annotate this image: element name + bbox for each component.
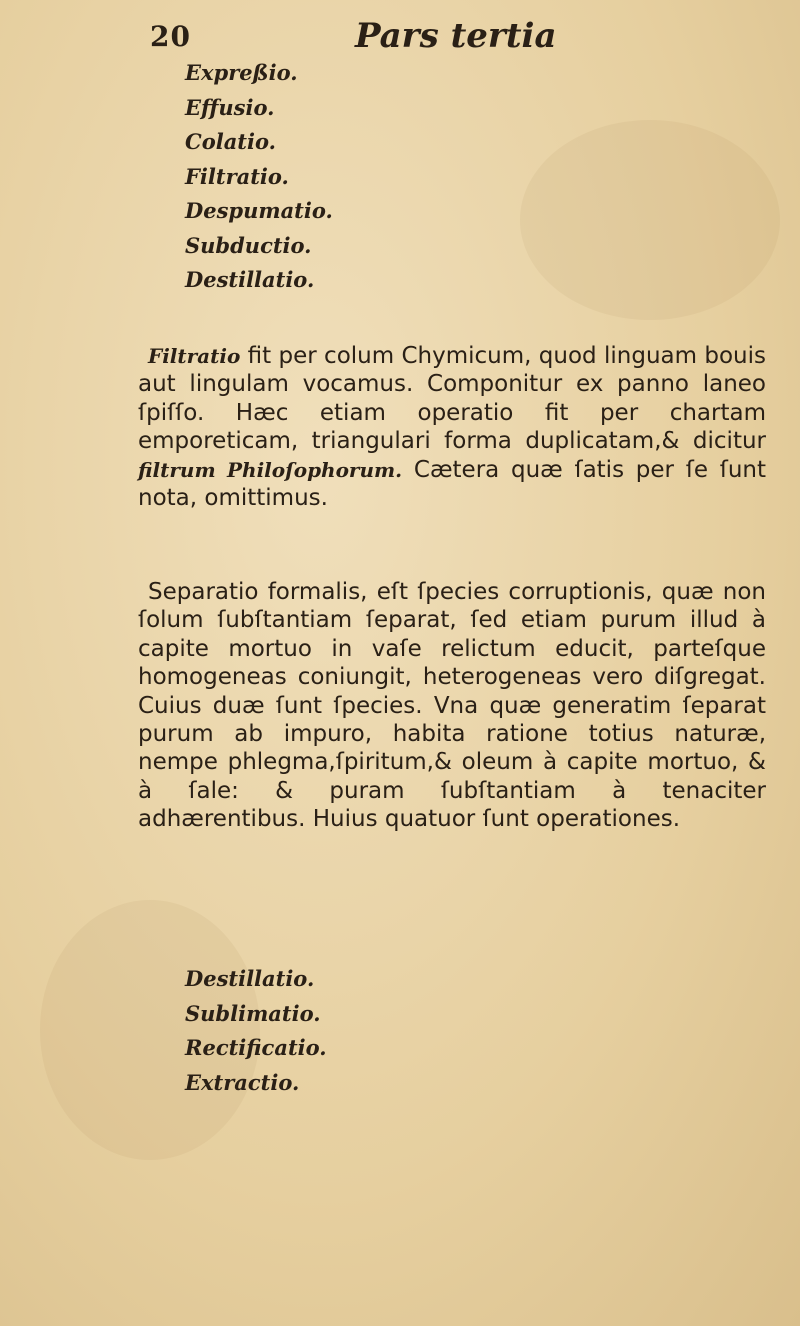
list-item: Sublimatio. [185,1000,321,1026]
operations-list-top [185,56,333,298]
list-item: Destillatio. [185,966,315,991]
paragraph-text: fit per colum Chymicum, quod linguam bouis aut lingulam vocamus. Componitur ex panno laneo ſpiſſo. Hæc etiam operatio fit per chartam emporeticam, triangulari forma duplicatam,& dicitur [138,343,766,455]
list-item: Subductio. [185,232,312,258]
page-number: 20 [150,20,191,53]
paragraph-text: Cætera quæ ſatis per ſe ſunt nota, omittimus. [138,456,766,512]
list-item: Despumatio. [185,198,333,223]
paragraph-italic-term: filtrum Philoſophorum. [138,457,403,482]
page-header [150,16,600,60]
paragraph-filtratio [138,342,766,512]
list-item: Colatio. [185,129,276,154]
running-title: Pars tertia [355,16,557,56]
list-item: Expreßio. [185,60,298,85]
operations-list-bottom [185,962,327,1100]
list-item: Effusio. [185,94,275,120]
paragraph-lead-term: Filtratio [148,344,241,368]
list-item: Filtratio. [185,163,289,189]
paragraph-separatio: Separatio formalis, eſt ſpecies corruptionis, quæ non ſolum ſubſtantiam ſeparat, ſed etiam purum illud à capite mortuo in vaſe relictum educit, parteſque homogeneas coniungit, heterogeneas vero diſgregat. Cuius duæ ſunt ſpecies. Vna quæ generatim ſeparat purum ab impuro, habita ratione totius naturæ, nempe phlegma,ſpiritum,& oleum à capite mortuo, & à ſale: & puram ſubſtantiam à tenaciter adhærentibus. Huius quatuor ſunt operationes. [138,579,766,833]
paper-stain [520,120,780,320]
list-item: Extractio. [185,1069,300,1095]
list-item: Destillatio. [185,267,315,292]
list-item: Rectificatio. [185,1035,327,1060]
